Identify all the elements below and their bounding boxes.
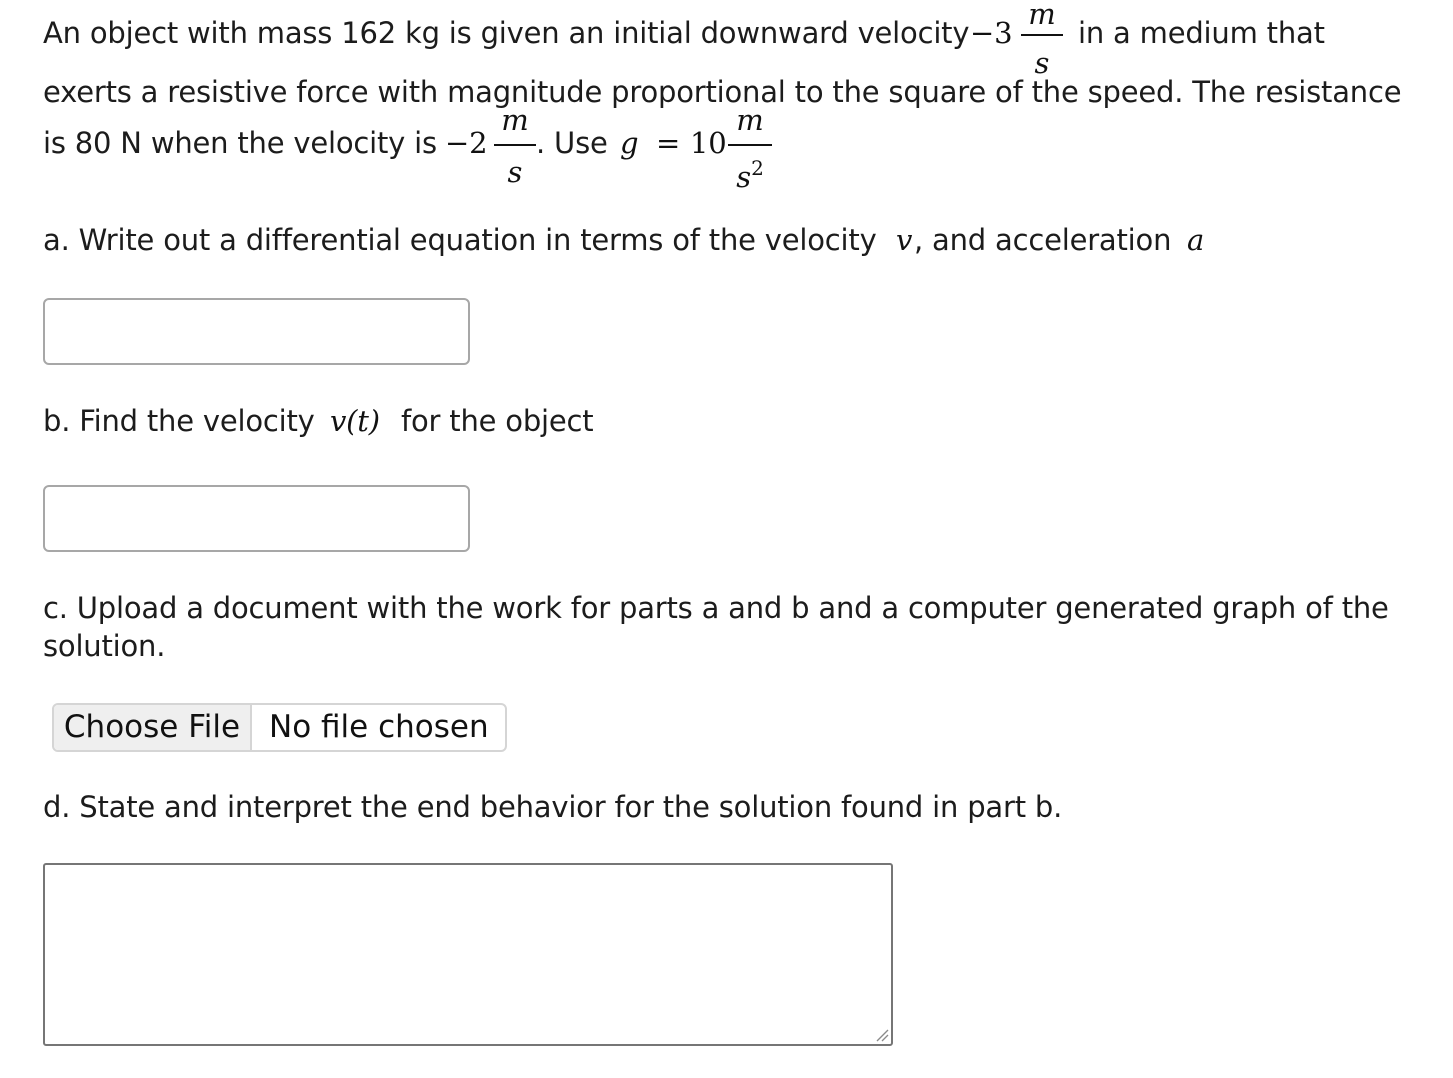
part-b-prompt-end: for the object: [401, 404, 594, 438]
part-a-prompt-mid: , and acceleration: [914, 223, 1172, 257]
problem-line-1-end: in a medium that: [1078, 16, 1325, 50]
unit-denominator-s: s: [507, 155, 523, 189]
initial-velocity-unit-fraction: [1021, 0, 1063, 80]
gravity-value: 10: [690, 126, 727, 160]
velocity-function: v(t): [330, 404, 380, 438]
file-status-label: No file chosen: [269, 709, 489, 745]
resist-velocity-value: −2: [445, 126, 488, 160]
part-c-prompt-line-1: c. Upload a document with the work for parts a and b and a computer generated graph of the: [43, 591, 1389, 625]
part-d-prompt: d. State and interpret the end behavior for the solution found in part b.: [43, 790, 1063, 824]
unit-denominator-s-squared: [728, 158, 772, 192]
velocity-variable: v: [896, 223, 913, 257]
problem-line-3-use: . Use: [536, 126, 608, 160]
part-d-answer-textarea[interactable]: [43, 863, 893, 1046]
part-a-answer-input[interactable]: [43, 298, 470, 365]
part-d-textarea-field[interactable]: [45, 865, 891, 1044]
initial-velocity-value: −3: [970, 16, 1013, 50]
unit-numerator-m: m: [1028, 0, 1056, 31]
unit-s-base: s: [736, 160, 752, 194]
resize-grip-icon[interactable]: [875, 1028, 889, 1042]
part-b-prompt: b. Find the velocity: [43, 404, 315, 438]
part-c-prompt-line-2: solution.: [43, 629, 166, 663]
unit-numerator-m: m: [501, 103, 529, 137]
unit-numerator-m: m: [736, 103, 764, 137]
part-a-prompt: a. Write out a differential equation in terms of the velocity: [43, 223, 877, 257]
file-upload-control[interactable]: [52, 703, 507, 752]
acceleration-variable: a: [1187, 223, 1205, 257]
fraction-bar: [728, 144, 772, 146]
choose-file-button[interactable]: Choose File: [54, 705, 252, 750]
unit-exponent: 2: [751, 156, 764, 180]
problem-line-3-start: is 80 N when the velocity is: [43, 126, 437, 160]
equals-sign: =: [656, 126, 681, 160]
unit-denominator-s: s: [1034, 46, 1050, 80]
fraction-bar: [494, 144, 536, 146]
problem-line-2: exerts a resistive force with magnitude proportional to the square of the speed. The resistance: [43, 75, 1402, 109]
gravity-symbol: g: [620, 126, 639, 160]
resist-velocity-unit-fraction: [494, 103, 536, 189]
gravity-unit-fraction: [728, 103, 772, 194]
fraction-bar: [1021, 34, 1063, 36]
part-b-answer-input[interactable]: [43, 485, 470, 552]
problem-line-1-start: An object with mass 162 kg is given an initial downward velocity: [43, 16, 970, 50]
